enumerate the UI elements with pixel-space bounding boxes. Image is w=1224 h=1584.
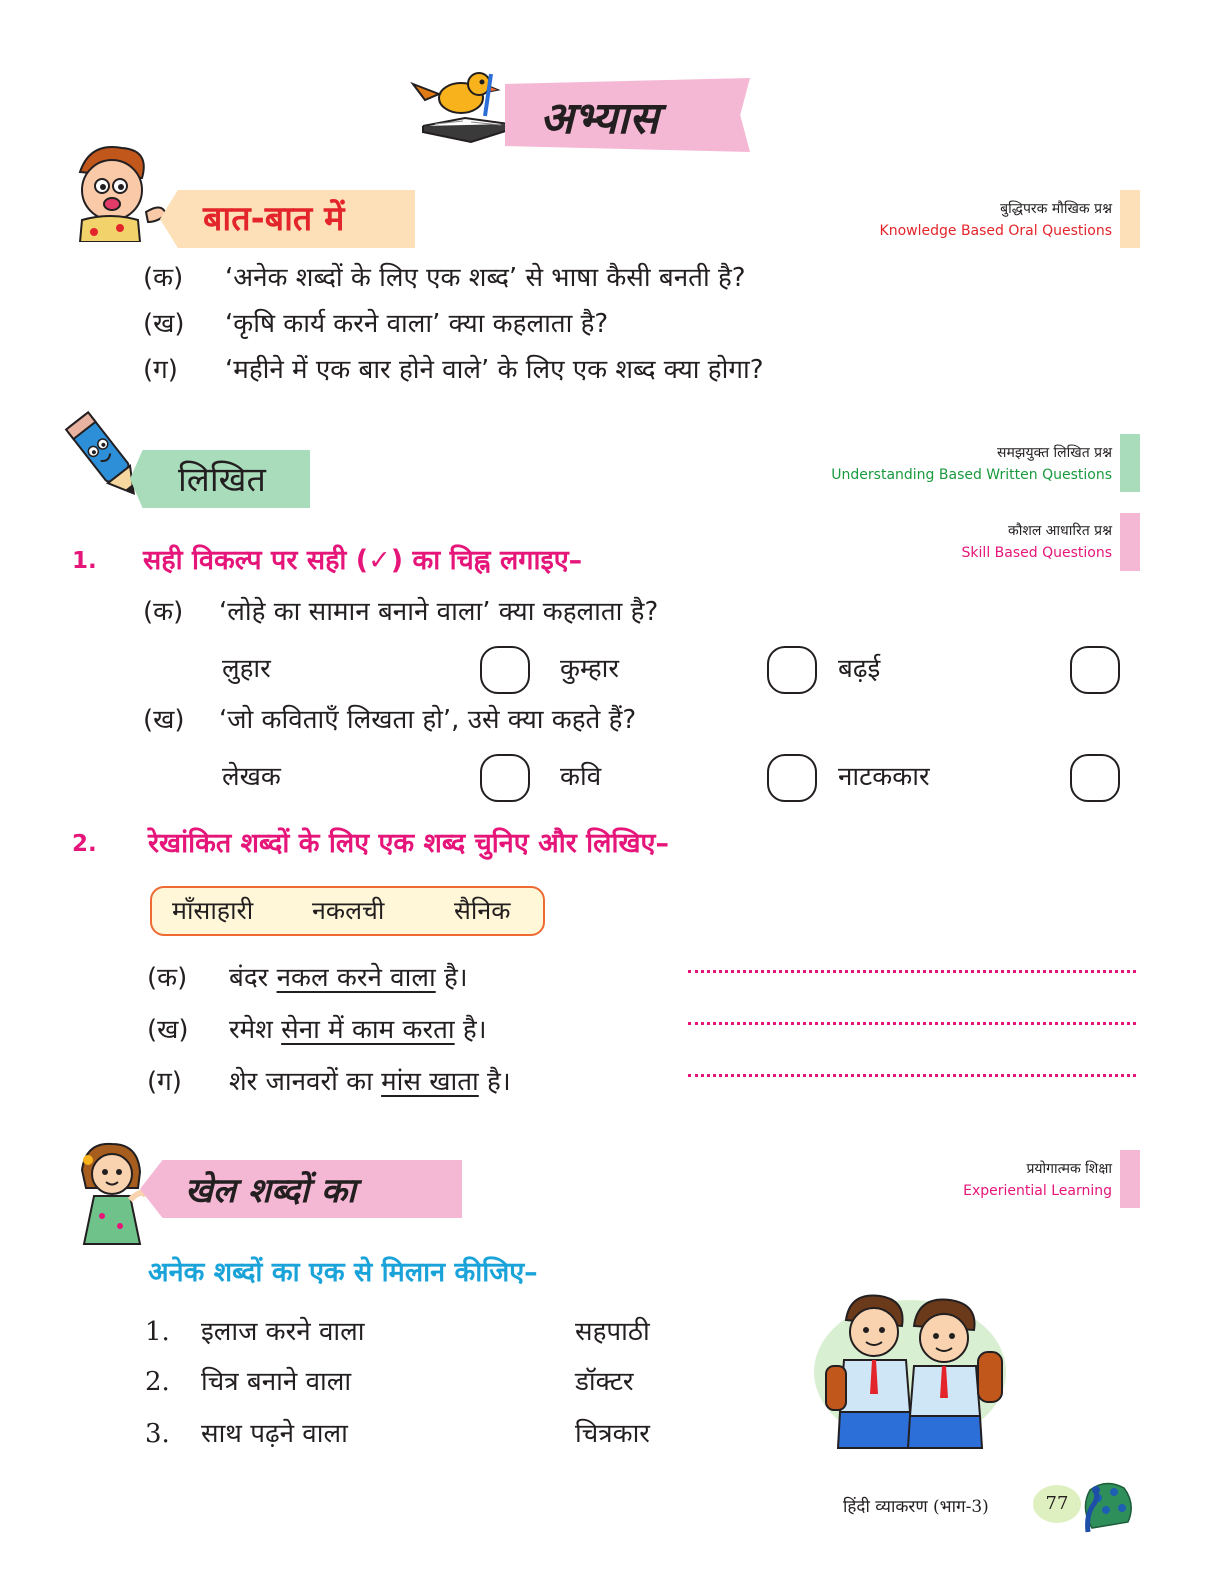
sentence-after: है। (443, 963, 468, 993)
question-text: ‘अनेक शब्दों के लिए एक शब्द’ से भाषा कैसी बनती है? (225, 263, 746, 293)
boy-mascot-illustration (70, 142, 170, 242)
tag-bar-oral (1120, 190, 1140, 248)
match-right-2: डॉक्टर (575, 1367, 634, 1397)
peacock-icon (1076, 1478, 1136, 1534)
sentence-before: रमेश (229, 1015, 273, 1045)
mcq-b-checkbox-3[interactable] (1070, 754, 1120, 802)
word-bank-item: माँसाहारी (172, 896, 254, 925)
tag-oral (880, 198, 1112, 242)
word-bank (150, 886, 545, 936)
question-2-number: 2. (72, 831, 97, 857)
match-row-1 (145, 1312, 365, 1348)
answer-line-a[interactable] (688, 970, 1136, 973)
sentence-underlined: नकल करने वाला (276, 963, 436, 993)
mcq-a-option-1: लुहार (222, 654, 271, 684)
match-number: 3. (145, 1419, 170, 1449)
match-number: 1. (145, 1317, 170, 1347)
oral-question-1 (143, 258, 746, 298)
question-text: ‘जो कविताएँ लिखता हो’, उसे क्या कहते हैं? (219, 705, 637, 735)
tag-oral-hi: बुद्धिपरक मौखिक प्रश्न (1000, 201, 1112, 217)
mcq-a-checkbox-3[interactable] (1070, 646, 1120, 694)
word-bank-item: नकलची (312, 896, 385, 925)
fill-sentence-c (147, 1062, 511, 1102)
tag-bar-skill (1120, 513, 1140, 571)
tag-experiential (963, 1158, 1112, 1202)
matching-heading: अनेक शब्दों का एक से मिलान कीजिए– (148, 1257, 538, 1288)
tag-skill-hi: कौशल आधारित प्रश्न (1007, 523, 1112, 539)
question-2-heading: रेखांकित शब्दों के लिए एक शब्द चुनिए और लिखिए– (148, 828, 669, 859)
question-text: ‘महीने में एक बार होने वाले’ के लिए एक शब्द क्या होगा? (225, 355, 764, 385)
question-label: (क) (143, 263, 184, 293)
mcq-b-checkbox-1[interactable] (480, 754, 530, 802)
tag-written-hi: समझयुक्त लिखित प्रश्न (997, 445, 1112, 461)
tag-written (831, 442, 1112, 486)
match-left: इलाज करने वाला (201, 1317, 365, 1347)
tag-bar-experiential (1120, 1150, 1140, 1208)
tag-skill-en: Skill Based Questions (961, 545, 1112, 561)
section-title-oral: बात-बात में (203, 199, 345, 239)
question-1-number: 1. (72, 548, 97, 574)
mcq-a-option-3: बढ़ई (838, 654, 881, 684)
match-left: चित्र बनाने वाला (201, 1367, 352, 1397)
mcq-a-checkbox-1[interactable] (480, 646, 530, 694)
mcq-b-option-1: लेखक (222, 762, 281, 792)
section-title-experiential: खेल शब्दों का (185, 1171, 356, 1211)
girl-mascot-illustration (72, 1140, 152, 1250)
tag-experiential-en: Experiential Learning (963, 1183, 1112, 1199)
sentence-underlined: मांस खाता (381, 1067, 479, 1097)
match-number: 2. (145, 1367, 170, 1397)
question-label: (ख) (143, 705, 185, 735)
mcq-a-checkbox-2[interactable] (767, 646, 817, 694)
match-row-3 (145, 1414, 348, 1450)
tag-experiential-hi: प्रयोगात्मक शिक्षा (1026, 1161, 1112, 1177)
answer-line-b[interactable] (688, 1022, 1136, 1025)
question-1-heading: सही विकल्प पर सही (✓) का चिह्न लगाइए– (143, 545, 583, 576)
sentence-after: है। (487, 1067, 511, 1097)
sentence-after: है। (462, 1015, 487, 1045)
mcq-a-option-2: कुम्हार (560, 654, 619, 684)
match-row-2 (145, 1362, 351, 1398)
two-boys-illustration (810, 1282, 1010, 1450)
sentence-label: (ग) (147, 1067, 182, 1097)
fill-sentence-b (147, 1010, 487, 1050)
match-right-1: सहपाठी (575, 1317, 650, 1347)
book-title: हिंदी व्याकरण (भाग-3) (843, 1497, 989, 1517)
match-right-3: चित्रकार (575, 1419, 650, 1449)
section-title-written: लिखित (178, 460, 266, 500)
tag-oral-en: Knowledge Based Oral Questions (879, 223, 1112, 239)
sentence-before: बंदर (229, 963, 269, 993)
sentence-before: शेर जानवरों का (229, 1067, 373, 1097)
question-text: ‘कृषि कार्य करने वाला’ क्या कहलाता है? (225, 309, 609, 339)
fill-sentence-a (147, 958, 468, 998)
tag-skill (962, 520, 1112, 564)
match-left: साथ पढ़ने वाला (201, 1419, 348, 1449)
sentence-label: (क) (147, 963, 188, 993)
word-bank-item: सैनिक (454, 896, 511, 925)
mcq-b-checkbox-2[interactable] (767, 754, 817, 802)
mcq-a-question (143, 592, 658, 632)
question-label: (ग) (143, 355, 178, 385)
sentence-underlined: सेना में काम करता (281, 1015, 455, 1045)
question-label: (क) (143, 597, 184, 627)
mcq-b-question (143, 700, 636, 740)
tag-written-en: Understanding Based Written Questions (831, 467, 1112, 483)
page-title: अभ्यास (540, 93, 659, 144)
page-number: 77 (1033, 1485, 1081, 1523)
question-text: ‘लोहे का सामान बनाने वाला’ क्या कहलाता है? (219, 597, 659, 627)
oral-question-3 (143, 350, 764, 390)
answer-line-c[interactable] (688, 1074, 1136, 1077)
oral-question-2 (143, 304, 608, 344)
tag-bar-written (1120, 434, 1140, 492)
mcq-b-option-3: नाटककार (838, 762, 930, 792)
mcq-b-option-2: कवि (560, 762, 602, 792)
question-label: (ख) (143, 309, 185, 339)
sentence-label: (ख) (147, 1015, 189, 1045)
